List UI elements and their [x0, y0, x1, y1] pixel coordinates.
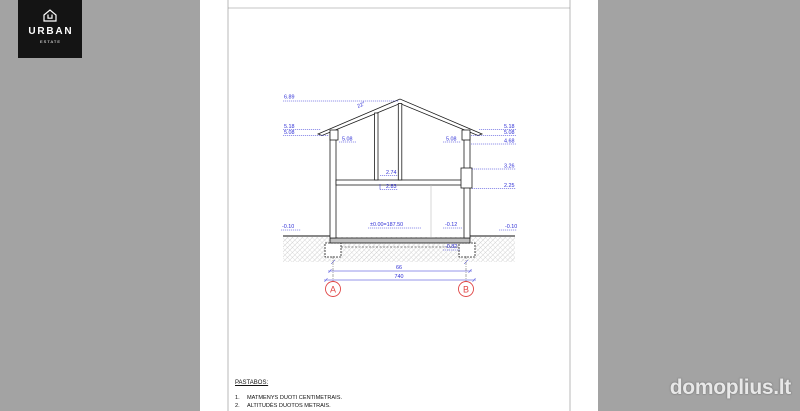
level-ridge: 6.89 — [284, 94, 295, 101]
eave-beam-right — [462, 130, 470, 140]
attic-post-center — [398, 104, 402, 181]
note-number: 2. — [235, 403, 240, 409]
note-item — [235, 402, 342, 410]
building-section-drawing — [200, 0, 598, 411]
eave-beam-left — [330, 130, 338, 140]
notes-title: PASTABOS: — [235, 380, 269, 386]
domoplius-watermark: domoplius.lt — [669, 376, 791, 399]
logo-tagline: ESTATE — [40, 39, 61, 44]
level-window-sill: 2.25 — [504, 183, 515, 189]
level-ground-right: -0.10 — [505, 224, 518, 230]
attic-post-left — [375, 113, 379, 180]
footing-right — [459, 243, 475, 257]
level-left-eave: 5.08 — [284, 130, 295, 136]
axis-label-a: A — [329, 284, 337, 295]
house-section — [318, 99, 482, 257]
level-ground-left: -0.10 — [282, 224, 295, 230]
axis-label-b: B — [462, 284, 470, 295]
dimension-inner-label: 66 — [396, 265, 402, 271]
level-floor-zero: ±0.00=187.50 — [370, 222, 404, 228]
level-left-inner: 5.08 — [342, 136, 353, 143]
dimension-outer-label: 740 — [394, 274, 404, 280]
level-right-eave: 5.08 — [504, 130, 515, 136]
note-number: 1. — [235, 395, 240, 401]
house-icon — [43, 9, 57, 22]
level-left-top: 5.18 — [284, 124, 295, 130]
note-item — [235, 394, 342, 402]
note-text: ALTITUDĖS DUOTOS METRAIS. — [247, 403, 331, 409]
wall-left — [330, 131, 336, 238]
notes-block — [235, 380, 342, 410]
note-text: MATMENYS DUOTI CENTIMETRAIS. — [247, 395, 342, 401]
width-dimensions — [324, 265, 476, 282]
level-window-head: 3.26 — [504, 163, 515, 170]
level-right-inner: 5.08 — [446, 136, 457, 143]
document-page — [200, 0, 598, 411]
footing-left — [325, 243, 341, 257]
level-right-top: 5.18 — [504, 124, 515, 130]
level-attic: 2.74 — [386, 170, 397, 176]
attic-floor-slab — [336, 180, 464, 185]
sheet-frame — [228, 0, 570, 411]
roof-slope-label: 22° — [356, 101, 367, 110]
level-slab: 2.83 — [386, 184, 397, 190]
window-right — [461, 168, 472, 188]
level-right-plate: 4.68 — [504, 138, 515, 145]
ground-floor-slab — [330, 238, 470, 243]
logo-name: URBAN — [28, 26, 74, 37]
level-floor-step: -0.12 — [445, 222, 458, 228]
level-foundation: -0.82 — [445, 244, 458, 250]
urban-estate-logo — [18, 0, 82, 58]
